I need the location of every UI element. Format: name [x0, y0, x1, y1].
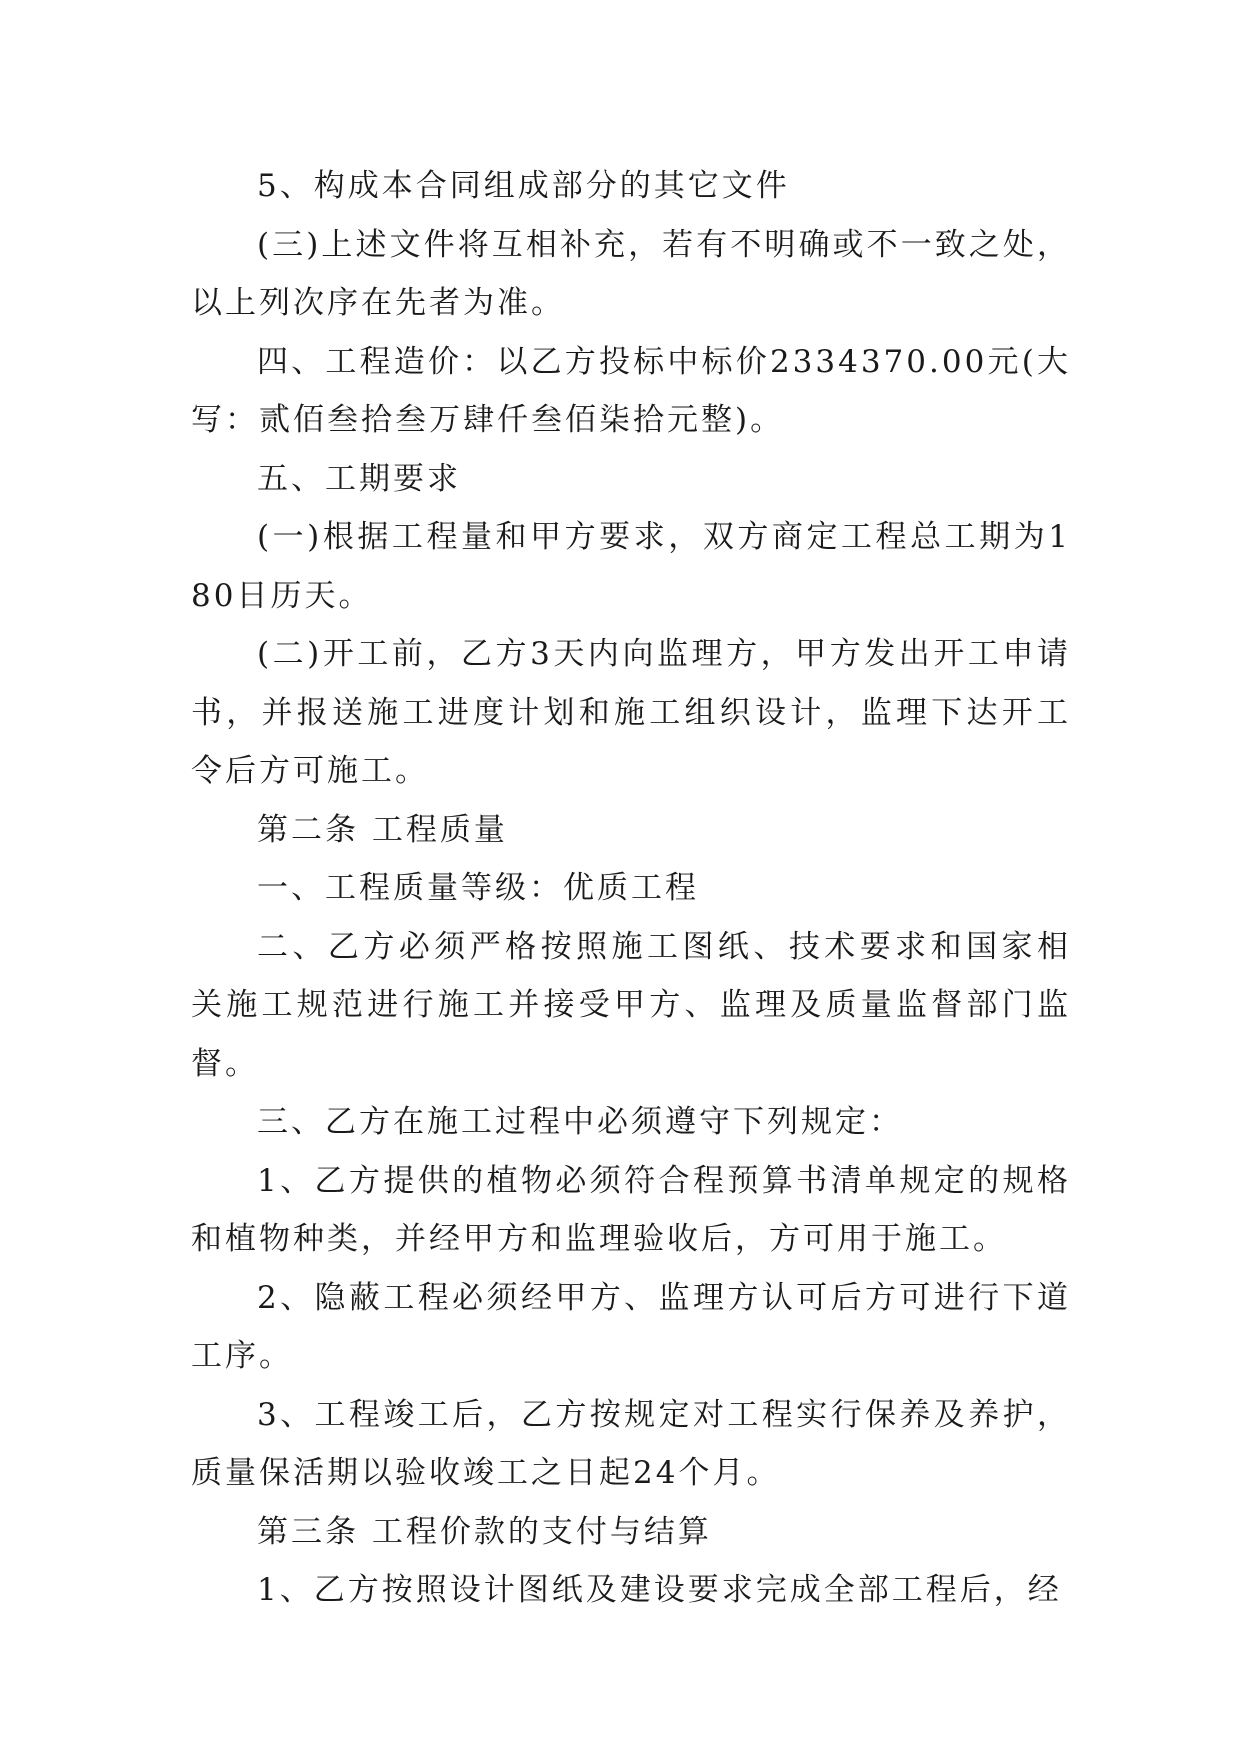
paragraph-total-duration: (一)根据工程量和甲方要求，双方商定工程总工期为180日历天。 — [191, 519, 1071, 614]
paragraph-start-application: (二)开工前，乙方3天内向监理方，甲方发出开工申请书，并报送施工进度计划和施工组织设计，监理下达开工令后方可施工。 — [191, 636, 1071, 789]
paragraph-quality-grade: 一、工程质量等级：优质工程 — [257, 870, 699, 906]
paragraph-rule-concealed-works: 2、隐蔽工程必须经甲方、监理方认可后方可进行下道工序。 — [191, 1279, 1071, 1374]
paragraph-rules-heading: 三、乙方在施工过程中必须遵守下列规定： — [257, 1104, 903, 1140]
document-body — [191, 157, 1071, 1620]
paragraph-schedule-heading: 五、工期要求 — [257, 460, 461, 497]
paragraph-documents-supplement: (三)上述文件将互相补充，若有不明确或不一致之处，以上列次序在先者为准。 — [191, 226, 1071, 321]
section-heading-quality: 第二条 工程质量 — [257, 811, 508, 848]
paragraph-rule-maintenance: 3、工程竣工后，乙方按规定对工程实行保养及养护，质量保活期以验收竣工之日起24个月。 — [191, 1396, 1071, 1491]
section-heading-payment: 第三条 工程价款的支付与结算 — [257, 1513, 712, 1550]
paragraph-payment-item-1: 1、乙方按照设计图纸及建设要求完成全部工程后，经 — [257, 1572, 1062, 1608]
paragraph-project-cost: 四、工程造价：以乙方投标中标价2334370.00元(大写：贰佰叁拾叁万肆仟叁佰柒拾元整)。 — [191, 343, 1071, 438]
paragraph-construction-standards: 二、乙方必须严格按照施工图纸、技术要求和国家相关施工规范进行施工并接受甲方、监理及质量监督部门监督。 — [191, 928, 1071, 1082]
paragraph-rule-plants: 1、乙方提供的植物必须符合程预算书清单规定的规格和植物种类，并经甲方和监理验收后，方可用于施工。 — [191, 1162, 1071, 1257]
paragraph-item-5-other-documents: 5、构成本合同组成部分的其它文件 — [257, 168, 790, 204]
